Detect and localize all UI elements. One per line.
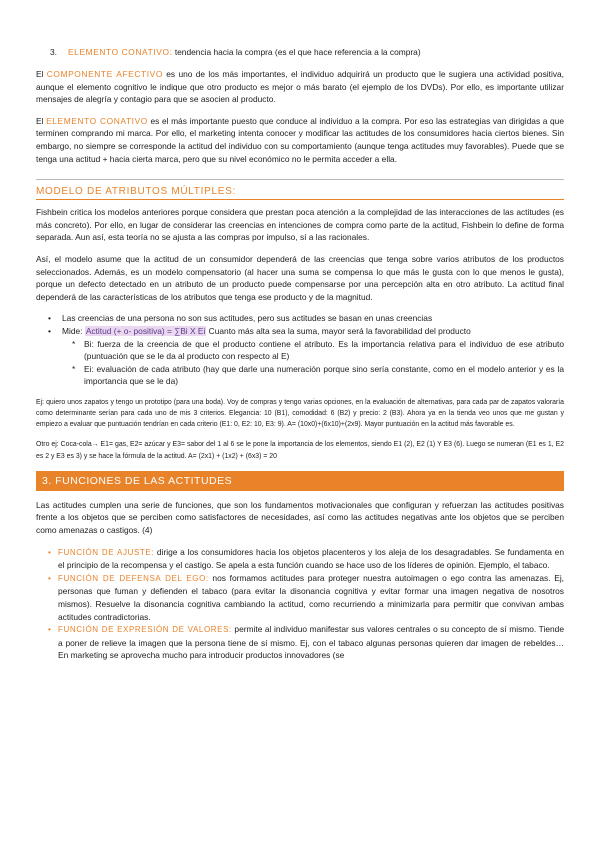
funciones-list [36,546,564,662]
example-zapatos: Ej: quiero unos zapatos y tengo un prototipo (para una boda). Voy de compras y tengo varias opciones, en la evaluación de alternativas, para cada par de zapatos valoraría como determinante serían para cada uno de mis 3 criterios. Elegancia: 10 (B1), comodidad: 6 (B2) y precio: 2 (B3). Ahora ya en la tienda veo unos que me gustan y empiezo a evaluar que puntuación tendrían en cada criterio (E1: 0, E2: 10, E3: 9). A= (10x0)+(6x10)+(2x9). Mayor puntuación en la actitud más favorable es. [36,398,564,429]
example-coca-cola: Otro ej: Coca-cola→ E1= gas, E2= azúcar y E3= sabor del 1 al 6 se le pone la importancia de los elementos, siendo E1 (2), E2 (1) Y E3 (6). Luego se numeran (E1 es 1, E2 es 2 y E3 es 3) y se hace la fórmula de la actitud. A= (2x1) + (1x2) + (6x3) = 20 [36,441,564,460]
sub-text: Ei: evaluación de cada atributo (hay que darle una numeración porque sino sería constante, como en el modelo anterior y es la importancia que se le da) [84,363,564,387]
bullet-text: Las creencias de una persona no son sus actitudes, pero sus actitudes se basan en unas creencias [62,313,433,324]
text-body: es uno de los más importantes, el individuo adquirirá un producto que le sugiera una actividad positiva, aunque el elemento cognitivo le indique que otro producto es mejor o más barato (el ejemplo de los DVDs). Por ello, es importante utilizar mensajes de alegría y contagio para que se asocien al producto. [36,69,564,105]
funcion-text: nos formamos actitudes para proteger nuestra autoimagen o ego contra las amenazas. Ej, personas que fuman y defienden el tabaco (para evitar la disonancia cognitiva y evitar formar una imagen negativa de nosotros mismos). Resuelve la disonancia cognitiva cambiando la actitud, como recurriendo a minimizarla para permitir que convivan ambas actitudes contradictorias. [58,572,565,622]
term-elemento-conativo: ELEMENTO CONATIVO [46,115,148,126]
text-prefix: El [36,69,47,79]
formula-highlight: Actitud (+ o- positiva) = ∑Bi X Ei [85,325,206,336]
item-label: ELEMENTO CONATIVO: [68,47,173,57]
section-banner-funciones: 3. FUNCIONES DE LAS ACTITUDES [36,471,564,491]
list-item-funcion-expresion-valores [36,623,564,662]
bullet-icon: • [48,325,51,336]
funcion-text: dirige a los consumidores hacia los objetos placenteros y los aleja de los desagradables. Se fundamenta en el principio de la recompensa y el castigo. Se apela a esta función cuando se hace uso de los líderes de opinión. Ejemplo, el tabaco. [58,546,564,571]
text-body: es el más importante puesto que conduce al individuo a la compra. Por eso las estrategias van dirigidas a que terminen comprando mi marca. Por ello, el marketing intenta conocer y modificar las actitudes de los consumidores hacia ciertos bienes. Sin embargo, no siempre se corresponde la actitud del individuo con su comportamiento (aunque tenga actitudes muy favorables). Puede que se tenga una actitud + hacia cierta marca, pero que su nivel económico no le permita acceder a ella. [36,115,564,164]
list-item [36,312,564,325]
funcion-label: FUNCIÓN DE DEFENSA DEL EGO: [58,573,209,583]
list-item-funcion-defensa-ego [36,572,564,623]
paragraph-componente-afectivo [36,68,564,106]
bullet-icon: • [48,624,51,635]
section-divider [36,179,564,180]
bullet-icon: • [48,572,51,583]
bullet-icon: • [48,546,51,557]
item-text: tendencia hacia la compra (es el que hace referencia a la compra) [172,47,421,57]
sub-list-item [36,363,564,388]
asterisk-icon: * [72,363,76,374]
paragraph-fishbein: Fishbein critica los modelos anteriores porque considera que prestan poca atención a la complejidad de las interacciones de las actitudes (es más concreto). Por ello, en lugar de considerar las creencias en intenciones de compra como parte de la actitud, Fishbein lo define de forma separada. Aun así, esta teoría no se ajusta a las compras por impulso, sí a las racionales. [36,207,564,243]
section-title-modelo: MODELO DE ATRIBUTOS MÚLTIPLES: [36,186,564,200]
paragraph-elemento-conativo [36,115,564,165]
funcion-text: permite al individuo manifestar sus valores centrales o su concepto de sí mismo. Tiende a poner de relieve la imagen que la persona tiene de sí mismo. Ej, con el tabaco algunas personas quieren dar imagen de rebeldes… En marketing se aprovecha mucho para introducir productos innovadores (se [58,624,564,661]
asterisk-icon: * [72,338,76,349]
paragraph-funciones-intro: Las actitudes cumplen una serie de funciones, que son los fundamentos motivacionales que configuran y refuerzan las actitudes positivas frente a los objetos que se perciben como satisfactores de necesidades, así como las actitudes negativas ante los objetos que se perciben como amenazas o castigos. (4) [36,499,564,536]
bullet-text: Cuanto más alta sea la suma, mayor será la favorabilidad del producto [206,325,471,336]
sub-list-item [36,338,564,363]
bullet-prefix: Mide: [62,325,85,336]
bullet-icon: • [48,313,51,324]
sub-text: Bi: fuerza de la creencia de que el producto contiene el atributo. Es la importancia relativa para el individuo de ese atributo (puntuación que se le da al producto con respecto al E) [84,338,564,362]
funcion-label: FUNCIÓN DE AJUSTE: [58,547,155,557]
item-number: 3. [50,47,57,57]
funcion-label: FUNCIÓN DE EXPRESIÓN DE VALORES: [58,625,232,635]
modelo-bullet-list [36,312,564,388]
term-componente-afectivo: COMPONENTE AFECTIVO [46,69,163,79]
list-item [36,325,564,338]
list-item-funcion-ajuste [36,546,564,572]
text-prefix: El [36,115,47,126]
paragraph-compensatorio: Así, el modelo asume que la actitud de un consumidor dependerá de las creencias que tenga sobre varios atributos de los productos seleccionados. Además, es un modelo compensatorio (al hacer una suma se compensa lo que más le gusta con lo que menos le gusta), porque un defecto detectado en un atributo de un producto puede compensarse por una percepción alta en otro atributo. La actitud final dependerá de las características de los atributos que tenga ese producto y de la magnitud. [36,253,564,302]
numbered-item-3 [36,46,564,58]
document-page [36,46,564,662]
